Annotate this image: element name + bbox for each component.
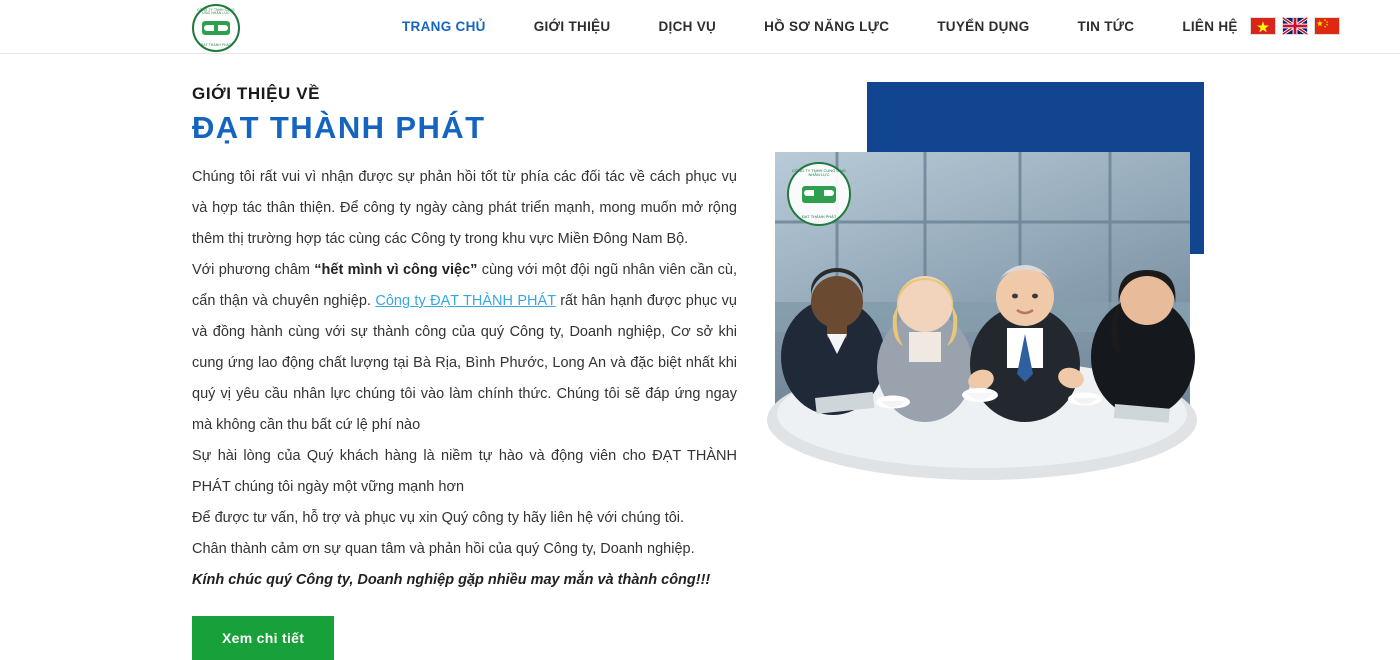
intro-closing-wish: Kính chúc quý Công ty, Doanh nghiệp gặp nhiều may mắn và thành công!!! (192, 572, 711, 588)
handshake-icon (202, 21, 230, 35)
logo-ring-top-text: CÔNG TY TNHH CUNG ỨNG NHÂN LỰC (197, 8, 235, 16)
intro-paragraph-1: Chúng tôi rất vui vì nhận được sự phản hồi tốt từ phía các đối tác về cách phục vụ và hợp tác thân thiện. Để công ty ngày càng phát triển mạnh, mong muốn mở rộng thêm thị trường hợp tác cùng các Công ty trong khu vực Miền Đông Nam Bộ. (192, 169, 737, 247)
nav-item-lien-he[interactable]: LIÊN HỆ (1182, 19, 1238, 34)
photo-badge-top-text: CÔNG TY TNHH CUNG ỨNG NHÂN LỰC (792, 168, 846, 177)
photo-badge-bottom-text: ĐẠT THÀNH PHÁT (801, 214, 837, 219)
logo-ring-bottom-text: ĐẠT THÀNH PHÁT (200, 42, 232, 47)
nav-item-dich-vu[interactable]: DỊCH VỤ (658, 19, 717, 34)
intro-p2-tail: rất hân hạnh được phục vụ và đồng hành cùng với sự thành công của quý Công ty, Doanh nghiệp, Cơ sở khi cung ứng lao động chất lượng tại Bà Rịa, Bình Phước, Long An và đặc biệt nhất khi quý vị yêu cầu nhân lực chúng tôi vào làm chính thức. Chúng tôi sẽ đáp ứng ngay mà không cần thu bất cứ lệ phí nào (192, 293, 737, 433)
company-link[interactable]: Công ty ĐẠT THÀNH PHÁT (375, 293, 556, 309)
flag-china-icon[interactable] (1314, 17, 1340, 35)
view-details-button[interactable]: Xem chi tiết (192, 616, 334, 660)
intro-body (192, 162, 737, 596)
flag-uk-icon[interactable] (1282, 17, 1308, 35)
site-logo[interactable] (190, 2, 242, 54)
photo-logo-badge (787, 162, 851, 226)
intro-paragraph-2 (192, 255, 737, 441)
nav-item-tuyen-dung[interactable]: TUYỂN DỤNG (937, 19, 1030, 34)
nav-item-gioi-thieu[interactable]: GIỚI THIỆU (533, 19, 611, 34)
logo-icon (192, 4, 240, 52)
section-kicker: GIỚI THIỆU VỀ (192, 84, 321, 103)
team-meeting-photo (775, 152, 1190, 427)
intro-paragraph-3: Sự hài lòng của Quý khách hàng là niềm tự hào và động viên cho ĐẠT THÀNH PHÁT chúng tôi ngày một vững mạnh hơn (192, 448, 737, 495)
intro-section (0, 54, 1400, 646)
intro-paragraph-4: Để được tư vấn, hỗ trợ và phục vụ xin Quý công ty hãy liên hệ với chúng tôi. (192, 510, 685, 526)
nav-item-trang-chu[interactable]: TRANG CHỦ (402, 19, 486, 34)
language-switcher (1250, 17, 1340, 35)
intro-p2-lead: Với phương châm (192, 262, 315, 278)
flag-vietnam-icon[interactable] (1250, 17, 1276, 35)
main-navigation (378, 0, 1262, 54)
nav-item-ho-so-nang-luc[interactable]: HỒ SƠ NĂNG LỰC (764, 19, 890, 34)
site-header (0, 0, 1400, 54)
intro-paragraph-5: Chân thành cảm ơn sự quan tâm và phản hồi của quý Công ty, Doanh nghiệp. (192, 541, 695, 557)
nav-item-tin-tuc[interactable]: TIN TỨC (1077, 19, 1135, 34)
page-title: ĐẠT THÀNH PHÁT (192, 110, 486, 145)
intro-motto: “hết mình vì công việc” (314, 262, 478, 278)
intro-media-column (775, 82, 1205, 462)
intro-p2-mid: cùng với một đội ngũ nhân viên cần cù, cẩn thận và chuyên nghiệp. (192, 262, 738, 309)
intro-text-column (192, 84, 737, 660)
handshake-icon (802, 186, 836, 203)
